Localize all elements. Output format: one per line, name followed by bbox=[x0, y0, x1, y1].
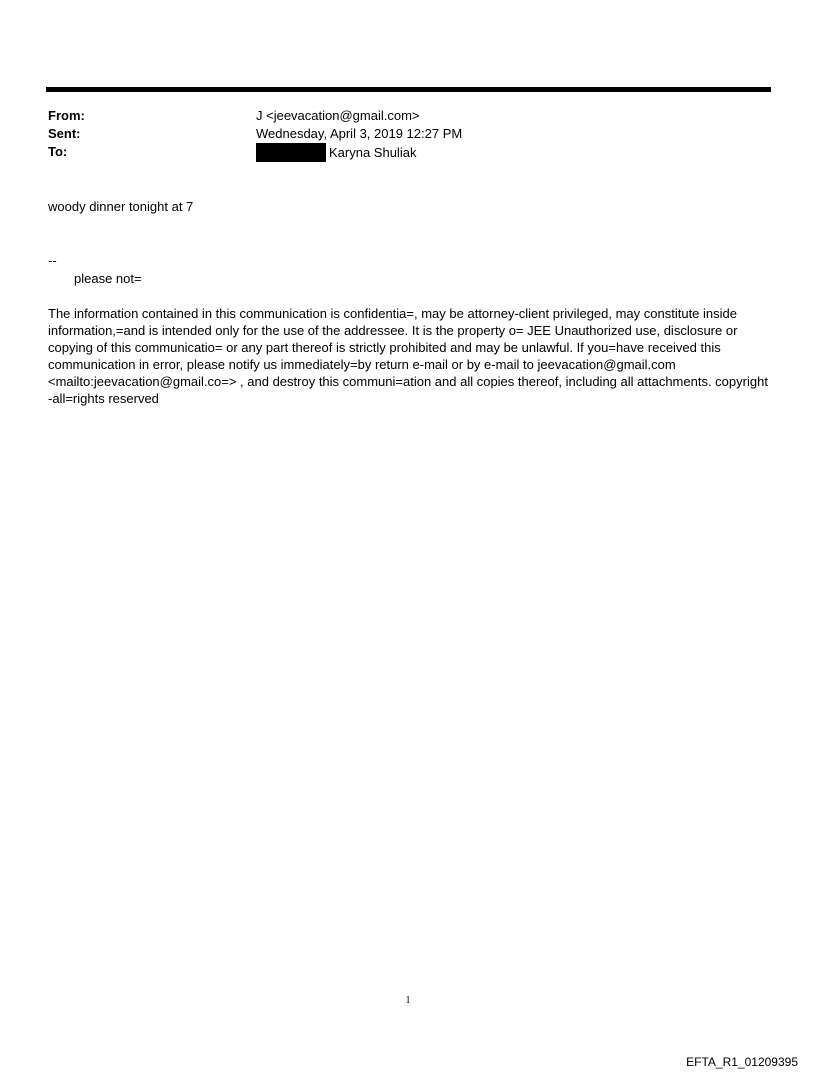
sent-label: Sent: bbox=[48, 126, 81, 141]
from-label: From: bbox=[48, 108, 85, 123]
to-value: Karyna Shuliak bbox=[329, 145, 417, 160]
message-text: woody dinner tonight at 7 bbox=[48, 199, 194, 214]
page-number: 1 bbox=[405, 995, 411, 1006]
from-row bbox=[48, 107, 768, 125]
signature-note: please not= bbox=[74, 271, 142, 286]
sent-row bbox=[48, 125, 768, 143]
confidentiality-disclaimer: The information contained in this communication is confidentia=, may be attorney-client privileged, may constitute inside information,=and is intended only for the use of the addressee. It is the property o= JEE Unauthorized use, disclosure or copying of this communicatio= or any part thereof is strictly prohibited and may be unlawful. If you=have received this communication in error, please notify us immediately=by return e-mail or by e-mail to jeevacation@gmail.com <mailto:jeevacation@gmail.co=> , and destroy this communi=ation and all copies thereof, including all attachments. copyright -all=rights reserved bbox=[48, 306, 768, 406]
to-label: To: bbox=[48, 144, 68, 159]
header-rule bbox=[46, 87, 771, 92]
sent-value: Wednesday, April 3, 2019 12:27 PM bbox=[256, 126, 463, 141]
to-row bbox=[48, 143, 768, 161]
bates-number: EFTA_R1_01209395 bbox=[686, 1055, 798, 1069]
signature-separator: -- bbox=[48, 253, 57, 268]
redaction-block bbox=[256, 143, 326, 162]
email-header bbox=[48, 107, 768, 161]
from-value: J <jeevacation@gmail.com> bbox=[256, 108, 420, 123]
to-value-wrapper bbox=[256, 143, 416, 162]
